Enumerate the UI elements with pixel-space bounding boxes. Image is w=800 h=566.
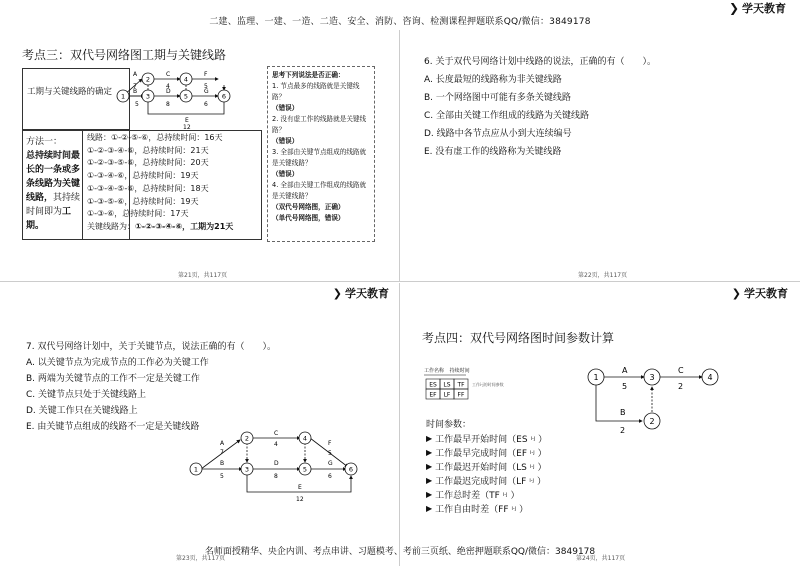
brand-logo: ❯ 学天教育 — [332, 286, 389, 300]
activity-label: A — [220, 440, 225, 447]
bullet-triangle-icon: ▶ — [426, 462, 433, 471]
brand-icon: ❯ — [731, 286, 741, 300]
node-label: 1 — [593, 373, 599, 382]
param-item: ▶ 工作自由时差（FF i-j ） — [426, 504, 529, 515]
option-d: D. 关键工作只在关键线路上 — [26, 406, 138, 416]
node-label: 5 — [302, 465, 308, 474]
duration-label: 7 — [133, 83, 137, 90]
activity-label: C — [678, 366, 684, 375]
option-a: A. 以关键节点为完成节点的工作必为关键工作 — [26, 358, 209, 368]
duration-label: 5 — [204, 83, 208, 90]
node-label: 3 — [649, 373, 655, 382]
params-title: 时间参数： — [426, 420, 472, 430]
duration-label: 5 — [622, 382, 628, 391]
path-item: ①-③-⑥，总持续时间：17天 — [87, 209, 189, 219]
node-label: 2 — [649, 417, 655, 426]
edge — [596, 385, 642, 421]
activity-label: D — [166, 88, 171, 95]
node-label: 1 — [120, 92, 126, 101]
duration-label: 4 — [166, 83, 170, 90]
option-d: D. 线路中各节点应从小到大连续编号 — [424, 129, 572, 139]
activity-label: E — [185, 117, 189, 124]
option-a: A. 长度最短的线路称为非关键线路 — [424, 75, 562, 85]
brand-icon: ❯ — [332, 286, 342, 300]
node-label: 3 — [145, 92, 151, 101]
activity-label: B — [220, 460, 225, 467]
param-item: ▶ 工作最早完成时间（EF i-j ） — [426, 448, 547, 459]
bullet-triangle-icon: ▶ — [426, 490, 433, 499]
brand-logo: ❯ 学天教育 — [731, 286, 788, 300]
duration-label: 12 — [183, 124, 191, 131]
svg-text:ES: ES — [429, 381, 437, 389]
slide-title: 考点三：双代号网络图工期与关键线路 — [22, 48, 227, 62]
bullet-triangle-icon: ▶ — [426, 476, 433, 485]
node-label: 6 — [221, 92, 227, 101]
param-item: ▶ 工作总时差（TF i-j ） — [426, 490, 520, 501]
slide-title: 考点四：双代号网络图时间参数计算 — [422, 331, 615, 345]
duration-label: 5 — [135, 101, 139, 108]
param-item: ▶ 工作最迟开始时间（LS i-j ） — [426, 462, 547, 473]
activity-label: B — [620, 408, 626, 417]
edge — [148, 102, 224, 114]
page-number: 第22页，共117页 — [578, 272, 628, 279]
svg-text:LS: LS — [443, 381, 451, 389]
node-label: 3 — [244, 465, 250, 474]
bullet-triangle-icon: ▶ — [426, 448, 433, 457]
duration-label: 5 — [328, 450, 332, 457]
slide-21 — [0, 30, 400, 282]
duration-label: 8 — [274, 473, 278, 480]
duration-label: 2 — [678, 382, 684, 391]
top-banner — [0, 0, 800, 34]
activity-label: A — [133, 71, 138, 78]
path-item: 线路：①-②-⑤-⑥，总持续时间：16天 — [87, 133, 223, 142]
activity-label: F — [204, 71, 208, 78]
node-label: 4 — [302, 434, 308, 443]
svg-text:LF: LF — [443, 391, 451, 399]
bullet-triangle-icon: ▶ — [426, 434, 433, 443]
activity-label: D — [274, 460, 279, 467]
activity-label: B — [133, 88, 138, 95]
critical-path-line: 关键线路为：①-②-③-④-⑥，工期为21天 — [87, 221, 234, 231]
param-item: ▶ 工作最迟完成时间（LF i-j ） — [426, 476, 546, 487]
slide-22 — [400, 30, 800, 282]
node-label: 6 — [348, 465, 354, 474]
node-label: 4 — [707, 373, 713, 382]
slide-23 — [0, 283, 400, 566]
brand-logo: ❯ 学天教育 — [728, 1, 786, 15]
duration-label: 5 — [220, 473, 224, 480]
page-number: 第23页，共117页 — [176, 555, 226, 562]
duration-label: 2 — [620, 426, 626, 435]
page-number: 第24页，共117页 — [576, 555, 626, 562]
legend-note: 工作i-j的时间参数 — [472, 382, 504, 387]
label-box: 工期与关键线路的确定 — [22, 68, 130, 130]
duration-label: 6 — [328, 473, 332, 480]
option-b: B. 一个网络图中可能有多条关键线路 — [424, 93, 571, 103]
duration-label: 4 — [274, 441, 278, 448]
page-number: 第21页，共117页 — [178, 272, 228, 279]
duration-label: 12 — [296, 496, 304, 503]
node-label: 1 — [193, 465, 199, 474]
activity-label: G — [204, 88, 209, 95]
parameter-legend — [422, 371, 542, 405]
network-diagram — [120, 66, 264, 131]
option-e: E. 由关键节点组成的线路不一定是关键线路 — [26, 422, 200, 432]
duration-label: 8 — [166, 101, 170, 108]
path-item: ①-③-④-⑤-⑥，总持续时间：18天 — [87, 183, 209, 193]
option-e: E. 没有虚工作的线路称为关键线路 — [424, 147, 562, 157]
banner-text: 二建、监理、一建、一造、二造、安全、消防、咨询、检测课程押题联系QQ/微信：3849178 — [209, 17, 591, 27]
option-c: C. 全部由关键工作组成的线路为关键线路 — [424, 111, 590, 121]
option-b: B. 两端为关键节点的工作不一定是关键工作 — [26, 374, 200, 384]
legend-header: 工作名称 持续时间 — [424, 368, 470, 374]
activity-label: F — [328, 440, 332, 447]
svg-text:TF: TF — [457, 381, 465, 389]
duration-label: 7 — [220, 449, 224, 456]
brand-icon: ❯ — [728, 1, 739, 15]
think-box: 思考下列说法是否正确： 1. 节点最多的线路就是关键线路？ （错误） 2. 没有虚工作的线路就是关键线路？ （错误） 3. 全部由关键节点组成的线路就是关键线路？ （错误） 4. 全部由关键工作组成的线路就是关键线路？ （双代号网络图，正确） （单代号网络图，错误） — [267, 66, 375, 242]
activity-label: C — [274, 430, 279, 437]
duration-label: 6 — [204, 101, 208, 108]
option-c: C. 关键节点只处于关键线路上 — [26, 390, 147, 400]
node-label: 4 — [183, 75, 189, 84]
path-item: ①-③-④-⑥，总持续时间：19天 — [87, 171, 199, 181]
path-item: ①-②-③-⑤-⑥，总持续时间：20天 — [87, 158, 209, 168]
method-box: 方法一： 总持续时间最长的一条或多条线路为关键线路，其持续时间即为工期。 — [22, 130, 130, 240]
paths-box — [82, 130, 262, 240]
footer-banner: 名师面授精华、央企内训、考点串讲、习题模考、考前三页纸、绝密押题联系QQ/微信：3849178 — [204, 547, 596, 557]
question-text: 6. 关于双代号网络计划中线路的说法，正确的有（ ）。 — [424, 57, 656, 67]
question-text: 7. 双代号网络计划中，关于关键节点，说法正确的有（ ）。 — [26, 342, 276, 352]
node-label: 2 — [145, 75, 151, 84]
network-diagram — [180, 429, 370, 513]
activity-label: G — [328, 460, 333, 467]
path-item: ①-②-③-④-⑥，总持续时间：21天 — [87, 145, 209, 155]
svg-text:FF: FF — [457, 391, 465, 399]
bullet-triangle-icon: ▶ — [426, 504, 433, 513]
svg-text:EF: EF — [429, 391, 437, 399]
path-item: ①-③-⑤-⑥，总持续时间：19天 — [87, 196, 199, 206]
network-diagram — [580, 363, 730, 437]
activity-label: E — [298, 484, 302, 491]
node-label: 5 — [183, 92, 189, 101]
param-item: ▶ 工作最早开始时间（ES i-j ） — [426, 434, 548, 445]
slide-24 — [400, 283, 800, 566]
node-label: 2 — [244, 434, 250, 443]
activity-label: C — [166, 71, 171, 78]
activity-label: A — [622, 366, 628, 375]
